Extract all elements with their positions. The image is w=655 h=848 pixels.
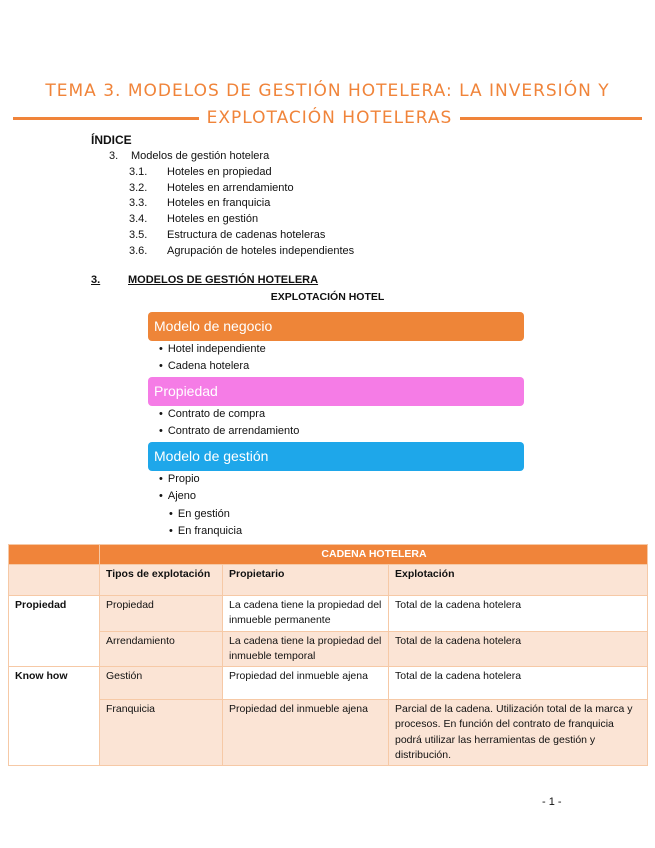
table-cell: Propiedad del inmueble ajena	[223, 699, 389, 765]
bullet-list-propiedad	[159, 406, 299, 441]
table-of-contents	[109, 149, 354, 260]
page-number: - 1 -	[542, 796, 562, 808]
table-cell: Propiedad del inmueble ajena	[223, 666, 389, 699]
column-header: Propietario	[223, 564, 389, 595]
document-title-line-2	[0, 108, 655, 128]
bullet-item: • Propio	[159, 471, 242, 488]
table-title: CADENA HOTELERA	[100, 545, 648, 565]
toc-item[interactable]: 3.5. Estructura de cadenas hoteleras	[129, 228, 326, 241]
table-cell: La cadena tiene la propiedad del inmueble temporal	[223, 631, 389, 666]
bullet-item: • Hotel independiente	[159, 341, 266, 358]
table-cell: Gestión	[100, 666, 223, 699]
toc-item[interactable]: 3. Modelos de gestión hotelera	[109, 150, 270, 162]
bullet-item: • Cadena hotelera	[159, 358, 266, 375]
bullet-subitem: • En franquicia	[159, 523, 242, 540]
bullet-item: • Contrato de compra	[159, 406, 299, 423]
banner-propiedad: Propiedad	[148, 377, 524, 406]
bullet-subitem: • En gestión	[159, 506, 242, 523]
title-rule-left	[13, 117, 199, 120]
table-row	[9, 631, 648, 666]
table-header-row	[9, 564, 648, 595]
table-cell: La cadena tiene la propiedad del inmueble permanente	[223, 595, 389, 631]
toc-item[interactable]: 3.6. Agrupación de hoteles independientes	[129, 244, 355, 257]
document-title-line-1: TEMA 3. MODELOS DE GESTIÓN HOTELERA: LA INVERSIÓN Y	[45, 81, 610, 101]
toc-item[interactable]: 3.2. Hoteles en arrendamiento	[129, 181, 294, 194]
table-cell: Propiedad	[100, 595, 223, 631]
bullet-list-modelo-negocio	[159, 341, 266, 376]
banner-modelo-negocio: Modelo de negocio	[148, 312, 524, 341]
table-row	[9, 699, 648, 765]
table-cell: Total de la cadena hotelera	[389, 666, 648, 699]
bullet-list-modelo-gestion	[159, 471, 242, 540]
table-cell: Total de la cadena hotelera	[389, 631, 648, 666]
section-title: MODELOS DE GESTIÓN HOTELERA	[128, 274, 319, 286]
toc-item[interactable]: 3.4. Hoteles en gestión	[129, 213, 259, 226]
toc-item[interactable]: 3.3. Hoteles en franquicia	[129, 197, 271, 210]
bullet-item: • Contrato de arrendamiento	[159, 423, 299, 440]
title-rule-right	[460, 117, 642, 120]
section-number: 3.	[91, 274, 101, 286]
banner-modelo-gestion: Modelo de gestión	[148, 442, 524, 471]
bullet-item: • Ajeno	[159, 488, 242, 505]
table-cell: Total de la cadena hotelera	[389, 595, 648, 631]
toc-item[interactable]: 3.1. Hoteles en propiedad	[129, 165, 272, 178]
table-title-row	[9, 545, 648, 565]
diagram-title: EXPLOTACIÓN HOTEL	[270, 291, 385, 303]
column-header: Explotación	[389, 564, 648, 595]
table-cell: Parcial de la cadena. Utilización total de la marca y procesos. En función del contrato de franquicia podrá utilizar las herramientas de gestión y distribución.	[389, 699, 648, 765]
document-title-line-2-text: EXPLOTACIÓN HOTELERAS	[206, 108, 453, 128]
table-cell: Franquicia	[100, 699, 223, 765]
row-group-label: Know how	[9, 666, 100, 765]
row-group-label: Propiedad	[9, 595, 100, 666]
cadena-hotelera-table	[8, 544, 648, 766]
table-row	[9, 595, 648, 631]
column-header: Tipos de explotación	[100, 564, 223, 595]
table-cell: Arrendamiento	[100, 631, 223, 666]
indice-heading: ÍNDICE	[91, 133, 132, 147]
section-heading	[91, 274, 318, 286]
table-row	[9, 666, 648, 699]
